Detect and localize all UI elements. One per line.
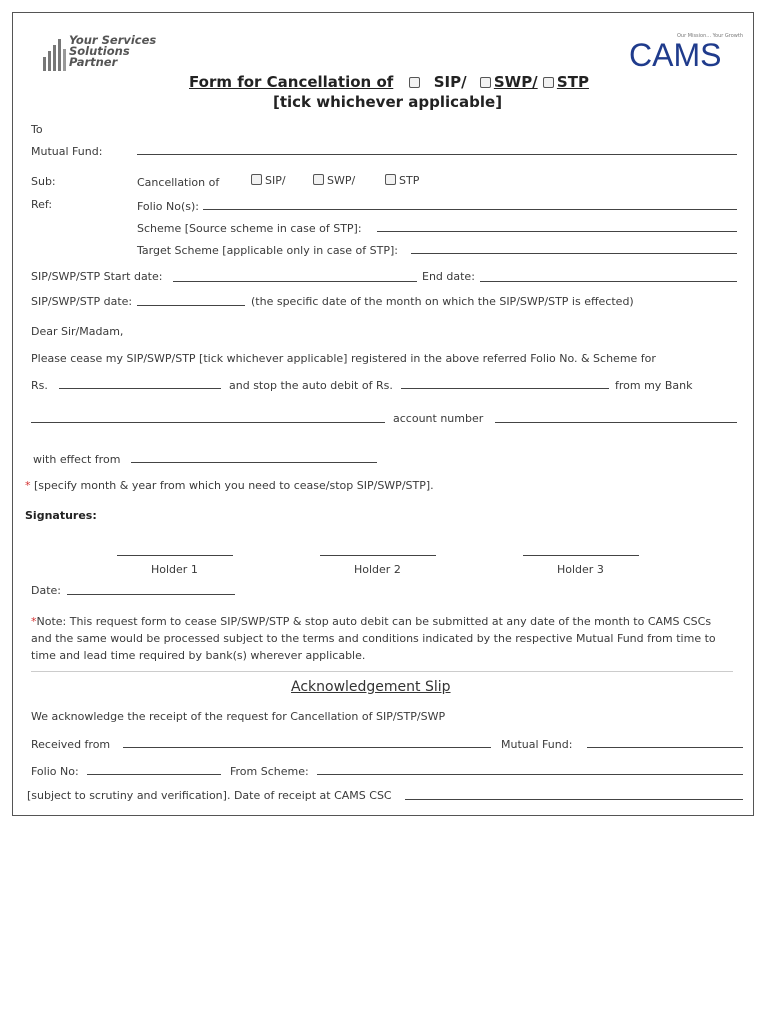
logo-line-3: Partner	[69, 55, 118, 69]
holder-3-label: Holder 3	[557, 563, 604, 576]
holder-1-label: Holder 1	[151, 563, 198, 576]
holder-3-signature-field[interactable]	[523, 555, 639, 556]
partner-logo	[41, 35, 161, 75]
from-scheme-field[interactable]	[317, 774, 743, 775]
cancellation-of-label: Cancellation of	[137, 176, 220, 189]
date-field[interactable]	[67, 594, 235, 595]
ack-title: Acknowledgement Slip	[291, 679, 451, 695]
sub-sip-checkbox[interactable]	[251, 174, 262, 185]
sip-date-field[interactable]	[137, 305, 245, 306]
note-block	[31, 613, 716, 664]
holder-1-signature-field[interactable]	[117, 555, 233, 556]
note-star: *	[31, 615, 37, 628]
account-number-field[interactable]	[495, 422, 737, 423]
ack-folio-field[interactable]	[87, 774, 221, 775]
amount-field[interactable]	[59, 388, 221, 389]
sub-swp-option: SWP/	[313, 174, 355, 187]
salutation: Dear Sir/Madam,	[31, 325, 124, 338]
sip-date-label: SIP/SWP/STP date:	[31, 295, 133, 308]
received-from-field[interactable]	[123, 747, 491, 748]
title-prefix: Form for Cancellation of	[189, 73, 394, 91]
divider	[31, 671, 733, 672]
sub-label: Sub:	[31, 175, 56, 188]
start-date-label: SIP/SWP/STP Start date:	[31, 270, 163, 283]
sub-stp-checkbox[interactable]	[385, 174, 396, 185]
cams-logo	[625, 31, 745, 75]
form-subtitle: [tick whichever applicable]	[273, 93, 503, 111]
ack-mutual-fund-field-line[interactable]	[587, 747, 743, 748]
with-effect-from-field[interactable]	[131, 462, 377, 463]
end-date-field[interactable]	[480, 281, 737, 282]
start-date-field[interactable]	[173, 281, 417, 282]
note-line-3: time and lead time required by bank(s) wherever applicable.	[31, 649, 366, 662]
receipt-date-field[interactable]	[405, 799, 743, 800]
sip-date-note: (the specific date of the month on which the SIP/SWP/STP is effected)	[251, 295, 634, 308]
bank-name-field[interactable]	[31, 422, 385, 423]
received-from-label: Received from	[31, 738, 111, 751]
mutual-fund-field[interactable]	[137, 154, 737, 155]
form-page	[12, 12, 754, 816]
note-line-2: and the same would be processed subject to the terms and conditions indicated by the respective Mutual Fund from time to	[31, 632, 716, 645]
title-stp-label: STP	[556, 73, 589, 91]
target-scheme-field[interactable]	[411, 253, 737, 254]
folio-label: Folio No(s):	[137, 200, 199, 213]
asterisk-mark: *	[25, 479, 31, 492]
cams-brand: CAMS	[629, 37, 722, 73]
rs-label: Rs.	[31, 379, 48, 392]
specify-note	[25, 479, 434, 492]
title-swp-checkbox[interactable]	[480, 77, 491, 88]
holder-2-signature-field[interactable]	[320, 555, 436, 556]
sub-stp-option: STP	[385, 174, 419, 187]
note-line-1: Note: This request form to cease SIP/SWP/STP & stop auto debit can be submitted at any date of the month to CAMS CSCs	[36, 615, 712, 628]
ack-folio-label: Folio No:	[31, 765, 79, 778]
target-scheme-label: Target Scheme [applicable only in case of STP]:	[137, 244, 398, 257]
ref-label: Ref:	[31, 198, 53, 211]
holder-2-label: Holder 2	[354, 563, 401, 576]
title-swp-label: SWP/	[493, 73, 538, 91]
to-label: To	[31, 123, 43, 136]
from-bank-label: from my Bank	[615, 379, 693, 392]
title-sip-checkbox[interactable]	[409, 77, 420, 88]
account-number-label: account number	[393, 412, 484, 425]
bar-chart-logo-icon	[41, 37, 67, 73]
receipt-label: [subject to scrutiny and verification]. Date of receipt at CAMS CSC	[27, 789, 392, 802]
auto-debit-amount-field[interactable]	[401, 388, 609, 389]
ack-mutual-fund-label: Mutual Fund:	[501, 738, 573, 751]
date-label: Date:	[31, 584, 61, 597]
with-effect-from-label: with effect from	[33, 453, 121, 466]
from-scheme-label: From Scheme:	[230, 765, 309, 778]
ack-intro: We acknowledge the receipt of the request for Cancellation of SIP/STP/SWP	[31, 710, 446, 723]
stop-auto-debit-label: and stop the auto debit of Rs.	[229, 379, 393, 392]
logo-line-2: Solutions	[69, 44, 130, 58]
cams-tagline: Our Mission... Your Growth	[677, 33, 743, 39]
scheme-field[interactable]	[377, 231, 737, 232]
title-sip-label: SIP/	[433, 73, 467, 91]
sub-swp-checkbox[interactable]	[313, 174, 324, 185]
form-title	[189, 73, 589, 91]
mutual-fund-label: Mutual Fund:	[31, 145, 103, 158]
signatures-heading: Signatures:	[25, 509, 97, 522]
logo-line-1: Your Services	[69, 33, 157, 47]
cease-paragraph: Please cease my SIP/SWP/STP [tick whichever applicable] registered in the above referred Folio No. & Scheme for	[31, 352, 656, 365]
title-stp-checkbox[interactable]	[543, 77, 554, 88]
end-date-label: End date:	[422, 270, 475, 283]
sub-sip-option: SIP/	[251, 174, 286, 187]
specify-note-text: [specify month & year from which you need to cease/stop SIP/SWP/STP].	[34, 479, 434, 492]
folio-field[interactable]	[203, 209, 737, 210]
scheme-label: Scheme [Source scheme in case of STP]:	[137, 222, 362, 235]
